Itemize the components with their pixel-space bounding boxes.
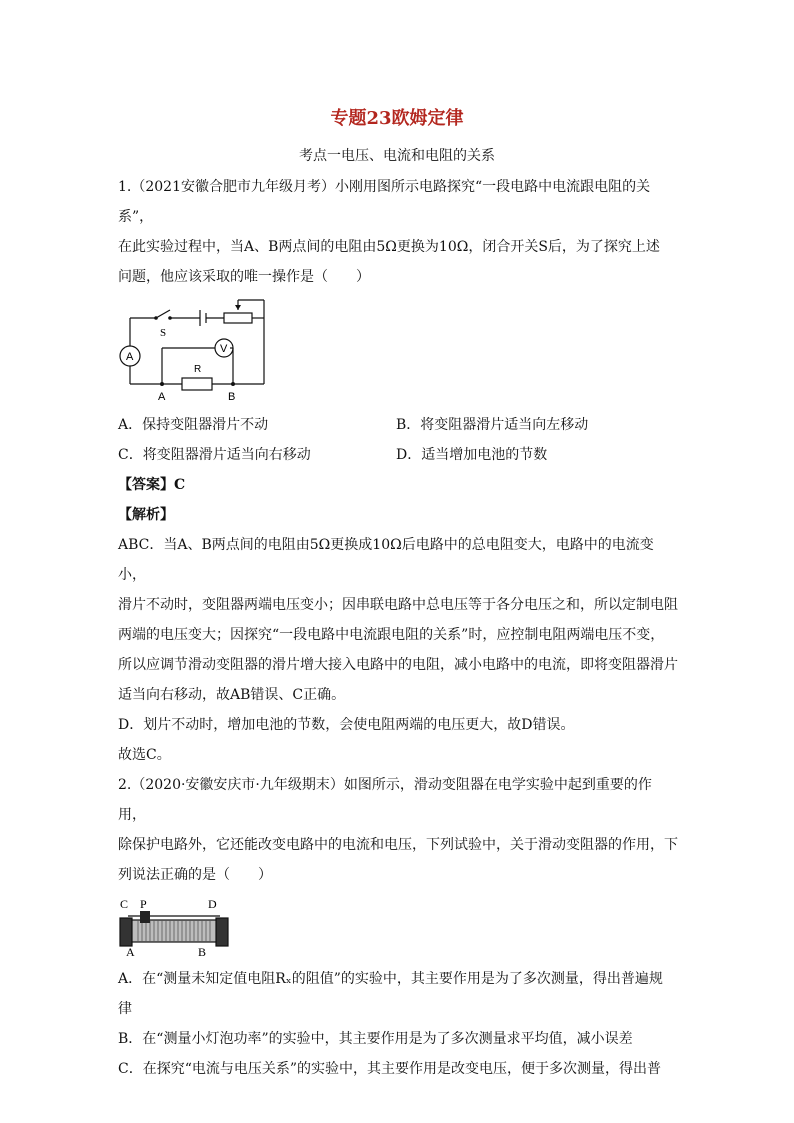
resistor-label: R	[194, 364, 202, 375]
document-body	[118, 172, 678, 1084]
q2-stem-line: 列说法正确的是（ ）	[118, 867, 272, 883]
terminal-a-label: A	[126, 945, 135, 958]
q1-option-d: D．适当增加电池的节数	[396, 447, 548, 463]
q1-option-a: A．保持变阻器滑片不动	[118, 417, 269, 433]
slider-p-label: P	[140, 897, 147, 911]
q1-circuit-diagram	[118, 296, 678, 404]
rheostat-svg	[118, 896, 230, 958]
q2-option-line: C．在探究“电流与电压关系”的实验中，其主要作用是改变电压，便于多次测量，得出普	[118, 1061, 662, 1077]
q1-analysis-tag: 【解析】	[118, 507, 174, 523]
voltmeter-label: V	[220, 343, 228, 355]
q1-analysis-line: 滑片不动时，变阻器两端电压变小；因串联电路中总电压等于各分电压之和，所以定制电阻	[118, 597, 678, 613]
q1-stem-line: 在此实验过程中，当A、B两点间的电阻由5Ω更换为10Ω，闭合开关S后，为了探究上述	[118, 239, 660, 255]
q1-options-row	[118, 410, 678, 440]
q1-answer: 【答案】C	[118, 477, 186, 493]
q1-stem-line: 问题，他应该采取的唯一操作是（ ）	[118, 269, 370, 285]
section-subtitle: 考点一电压、电流和电阻的关系	[299, 148, 495, 164]
terminal-d-label: D	[208, 897, 217, 911]
q1-option-c: C．将变阻器滑片适当向右移动	[118, 447, 311, 463]
q1-analysis-line: D．划片不动时，增加电池的节数，会使电阻两端的电压更大，故D错误。	[118, 717, 575, 733]
page-title: 专题23欧姆定律	[330, 108, 464, 129]
q2-rheostat-figure	[118, 896, 678, 958]
q2-option-line: 律	[118, 1001, 132, 1017]
q1-analysis-line: ABC．当A、B两点间的电阻由5Ω更换成10Ω后电路中的总电阻变大，电路中的电流变小，	[118, 537, 654, 583]
point-b-label: B	[228, 391, 236, 403]
q1-option-b: B．将变阻器滑片适当向左移动	[396, 417, 589, 433]
q1-analysis-line: 故选C。	[118, 747, 171, 763]
q2-stem-line: 2.（2020·安徽安庆市·九年级期末）如图所示，滑动变阻器在电学实验中起到重要的作用，	[118, 777, 652, 823]
point-a-label: A	[158, 391, 166, 403]
circuit-svg	[118, 296, 278, 404]
q1-analysis-line: 所以应调节滑动变阻器的滑片增大接入电路中的电阻，减小电路中的电流，即将变阻器滑片	[118, 657, 678, 673]
q1-options-row	[118, 440, 678, 470]
q1-analysis-line: 两端的电压变大；因探究“一段电路中电流跟电阻的关系”时，应控制电阻两端电压不变，	[118, 627, 665, 643]
q1-analysis-line: 适当向右移动，故AB错误、C正确。	[118, 687, 346, 703]
q2-option-line: A．在“测量未知定值电阻Rₓ的阻值”的实验中，其主要作用是为了多次测量，得出普遍规	[118, 971, 663, 987]
q2-stem-line: 除保护电路外，它还能改变电路中的电流和电压，下列试验中，关于滑动变阻器的作用，下	[118, 837, 678, 853]
terminal-c-label: C	[120, 897, 129, 911]
switch-label: S	[160, 327, 167, 339]
q1-stem-line: 1.（2021安徽合肥市九年级月考）小刚用图所示电路探究“一段电路中电流跟电阻的关系”，	[118, 179, 651, 225]
terminal-b-label: B	[198, 945, 207, 958]
ammeter-label: A	[126, 351, 134, 363]
q2-option-line: B．在“测量小灯泡功率”的实验中，其主要作用是为了多次测量求平均值，减小误差	[118, 1031, 633, 1047]
